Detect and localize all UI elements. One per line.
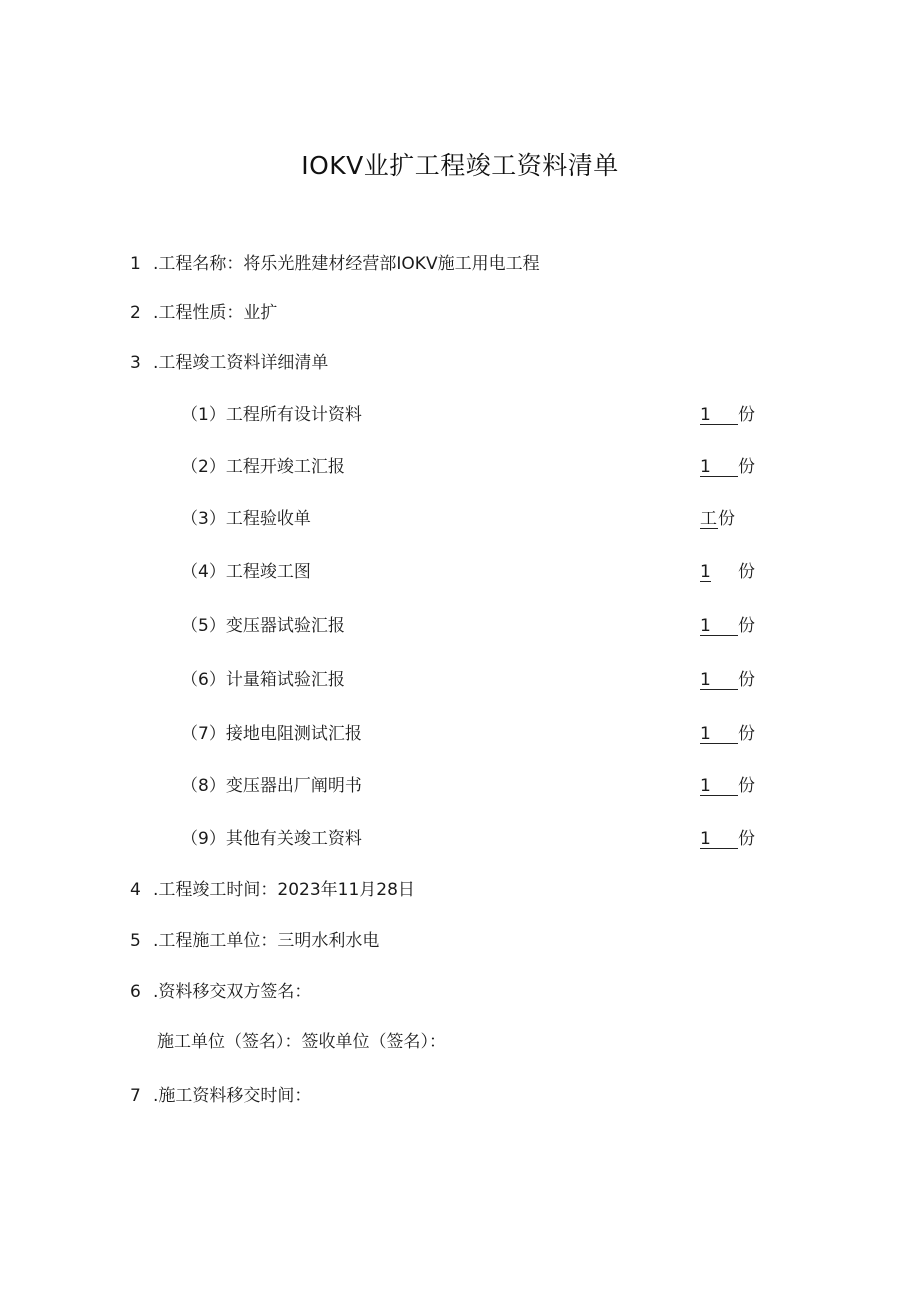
checklist-item-label: （5）变压器试验汇报	[181, 616, 345, 636]
item-number: 7	[130, 1086, 141, 1106]
quantity-count: 1	[700, 671, 738, 690]
checklist-item-label: （2）工程开竣工汇报	[181, 457, 345, 477]
quantity-count: 1	[700, 406, 738, 425]
checklist-heading: .工程竣工资料详细清单	[153, 353, 329, 373]
checklist-item-label: （1）工程所有设计资料	[181, 405, 362, 425]
quantity-unit: 份	[738, 457, 755, 477]
item-number: 4	[130, 880, 141, 900]
item-number: 1	[130, 254, 141, 274]
checklist-item-quantity	[700, 775, 755, 797]
item-number: 2	[130, 303, 141, 323]
quantity-count: 1	[700, 830, 738, 849]
project-type-line: .工程性质：业扩	[153, 303, 278, 323]
quantity-count: 1	[700, 458, 738, 477]
quantity-count: 1	[700, 777, 738, 796]
quantity-unit: 份	[738, 724, 755, 744]
checklist-item-label: （9）其他有关竣工资料	[181, 829, 362, 849]
quantity-count: 工	[700, 509, 717, 529]
quantity-unit: 份	[738, 616, 755, 636]
checklist-item-label: （6）计量箱试验汇报	[181, 670, 345, 690]
project-name-line: .工程名称：将乐光胜建材经营部IOKV施工用电工程	[153, 254, 540, 274]
checklist-item-label: （3）工程验收单	[181, 509, 311, 529]
checklist-item-quantity	[700, 669, 755, 691]
quantity-unit: 份	[738, 405, 755, 425]
contractor-line: .工程施工单位：三明水利水电	[153, 931, 380, 951]
quantity-count: 1	[700, 562, 711, 582]
checklist-item-quantity	[700, 508, 735, 530]
item-number: 5	[130, 931, 141, 951]
checklist-item-quantity	[700, 456, 755, 478]
handover-signature-heading: .资料移交双方签名：	[153, 982, 312, 1002]
checklist-item-quantity	[700, 723, 755, 745]
quantity-count: 1	[700, 617, 738, 636]
checklist-item-label: （4）工程竣工图	[181, 562, 311, 582]
item-number: 6	[130, 982, 141, 1002]
checklist-item-quantity	[700, 615, 755, 637]
quantity-unit: 份	[738, 776, 755, 796]
item-number: 3	[130, 353, 141, 373]
quantity-unit: 份	[718, 509, 735, 529]
signature-line: 施工单位（签名）：签收单位（签名）：	[157, 1032, 446, 1052]
document-title: IOKV业扩工程竣工资料清单	[301, 151, 619, 180]
quantity-count: 1	[700, 725, 738, 744]
quantity-unit: 份	[738, 829, 755, 849]
checklist-item-label: （7）接地电阻测试汇报	[181, 724, 362, 744]
checklist-item-quantity	[700, 561, 755, 583]
completion-date-line: .工程竣工时间：2023年11月28日	[153, 880, 415, 900]
handover-time-line: .施工资料移交时间：	[153, 1086, 312, 1106]
quantity-unit: 份	[738, 670, 755, 690]
checklist-item-label: （8）变压器出厂阐明书	[181, 776, 362, 796]
checklist-item-quantity	[700, 404, 755, 426]
checklist-item-quantity	[700, 828, 755, 850]
quantity-unit: 份	[738, 562, 755, 582]
